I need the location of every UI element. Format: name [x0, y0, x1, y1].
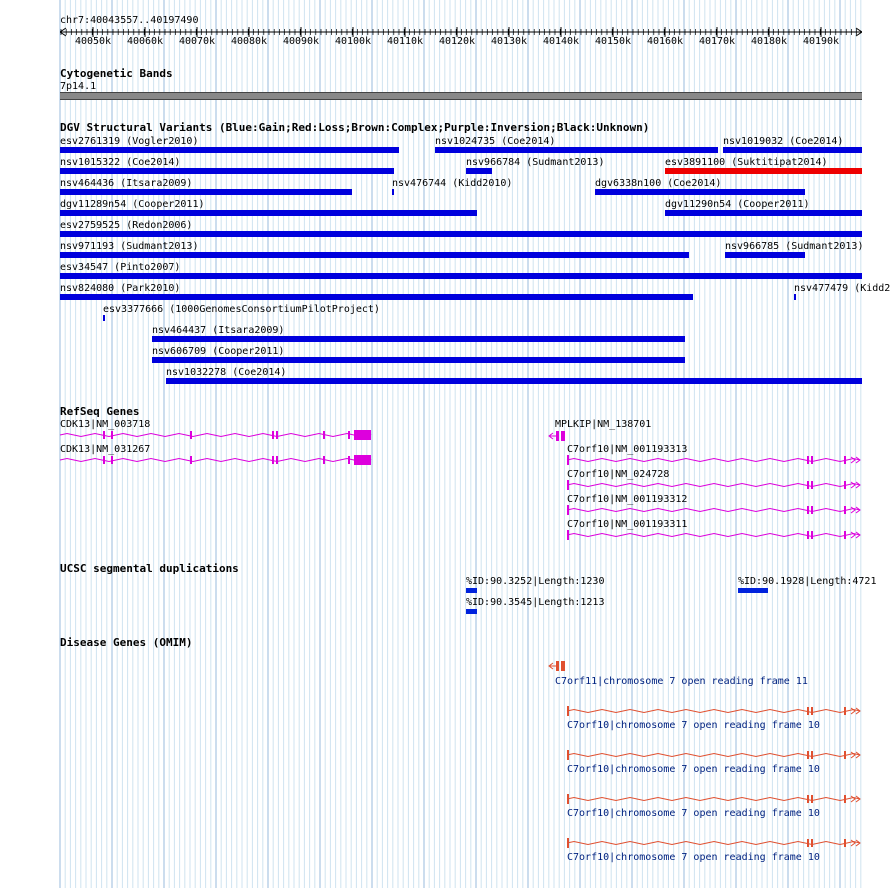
dgv-feature-label: dgv11290n54 (Cooper2011) [665, 199, 810, 210]
dgv-feature-bar[interactable] [794, 294, 796, 300]
dgv-feature-bar[interactable] [725, 252, 805, 258]
dgv-feature-bar[interactable] [665, 210, 862, 216]
dgv-feature-bar[interactable] [152, 336, 685, 342]
refseq-gene-model-c7orf10-2[interactable] [0, 478, 890, 492]
segdup-bar[interactable] [466, 609, 477, 614]
intron-line [567, 754, 860, 757]
exon-block [844, 531, 846, 539]
refseq-gene-model-c7orf10-4[interactable] [0, 528, 890, 542]
dgv-feature-bar[interactable] [166, 378, 862, 384]
dgv-feature-label: esv3891100 (Suktitipat2014) [665, 157, 828, 168]
ruler-tick-label: 40160k [646, 36, 684, 44]
omim-gene-label[interactable]: C7orf10|chromosome 7 open reading frame 10 [567, 764, 820, 775]
intron-line [567, 509, 860, 512]
omim-gene-model-c7orf10-4[interactable] [0, 836, 890, 850]
strand-arrow [851, 796, 855, 802]
exon-block [844, 707, 846, 715]
exon-block [807, 707, 809, 715]
refseq-gene-model-c7orf10-3[interactable] [0, 503, 890, 517]
ruler-tick-label: 40120k [438, 36, 476, 44]
dgv-feature-label: nsv1019032 (Coe2014) [723, 136, 844, 147]
exon-block [567, 706, 569, 716]
strand-arrow [851, 507, 855, 513]
cytoband-track-title: Cytogenetic Bands [60, 67, 173, 80]
dgv-feature-bar[interactable] [60, 210, 477, 216]
exon-block [561, 431, 565, 441]
dgv-feature-bar[interactable] [723, 147, 862, 153]
intron-line [567, 710, 860, 713]
ruler[interactable] [60, 24, 862, 44]
ruler-tick-label: 40170k [698, 36, 736, 44]
omim-gene-label[interactable]: C7orf10|chromosome 7 open reading frame 10 [567, 852, 820, 863]
dgv-feature-bar[interactable] [595, 189, 805, 195]
ruler-tick-label: 40090k [282, 36, 320, 44]
strand-arrow [851, 482, 855, 488]
exon-block [807, 456, 809, 464]
dgv-feature-label: nsv477479 (Kidd2 [794, 283, 890, 294]
dgv-feature-label: dgv6338n100 (Coe2014) [595, 178, 722, 189]
exon-block [567, 794, 569, 804]
omim-gene-label[interactable]: C7orf10|chromosome 7 open reading frame 10 [567, 808, 820, 819]
ruler-tick-label: 40140k [542, 36, 580, 44]
dgv-feature-bar[interactable] [60, 189, 352, 195]
strand-arrow [851, 840, 855, 846]
refseq-gene-model-c7orf10-1[interactable] [0, 453, 890, 467]
segdup-bar[interactable] [738, 588, 768, 593]
dgv-feature-label: nsv1024735 (Coe2014) [435, 136, 556, 147]
segdup-label: %ID:90.3252|Length:1230 [466, 576, 605, 587]
exon-block [807, 751, 809, 759]
segdup-bar[interactable] [466, 588, 477, 593]
exon-block [567, 480, 569, 490]
exon-block [561, 661, 565, 671]
exon-block [844, 795, 846, 803]
dgv-feature-label: esv3377666 (1000GenomesConsortiumPilotProject) [103, 304, 380, 315]
dgv-feature-label: nsv1032278 (Coe2014) [166, 367, 287, 378]
exon-block [567, 750, 569, 760]
exon-block [567, 530, 569, 540]
dgv-feature-bar[interactable] [60, 273, 862, 279]
dgv-feature-bar[interactable] [152, 357, 685, 363]
exon-block [807, 531, 809, 539]
segdup-label: %ID:90.1928|Length:4721 [738, 576, 877, 587]
exon-block [807, 839, 809, 847]
intron-line [567, 484, 860, 487]
dgv-feature-label: dgv11289n54 (Cooper2011) [60, 199, 205, 210]
strand-arrow [549, 433, 556, 439]
dgv-feature-label: esv2759525 (Redon2006) [60, 220, 193, 231]
strand-arrow [851, 708, 855, 714]
exon-block [556, 431, 559, 441]
refseq-gene-label: CDK13|NM_003718 [60, 419, 151, 430]
ruler-tick-label: 40060k [126, 36, 164, 44]
omim-gene-label[interactable]: C7orf10|chromosome 7 open reading frame 10 [567, 720, 820, 731]
exon-block [807, 481, 809, 489]
ruler-tick-label: 40180k [750, 36, 788, 44]
intron-line [567, 798, 860, 801]
intron-line [567, 459, 860, 462]
exon-block [811, 795, 813, 803]
segdup-label: %ID:90.3545|Length:1213 [466, 597, 605, 608]
exon-block [811, 839, 813, 847]
exon-block [556, 661, 559, 671]
intron-line [567, 534, 860, 537]
exon-block [844, 481, 846, 489]
dgv-feature-label: nsv464436 (Itsara2009) [60, 178, 193, 189]
strand-arrow [851, 532, 855, 538]
exon-block [811, 481, 813, 489]
refseq-gene-label: C7orf10|NM_001193311 [567, 519, 688, 530]
segdups-track-title: UCSC segmental duplications [60, 562, 239, 575]
dgv-feature-bar[interactable] [435, 147, 718, 153]
exon-block [844, 751, 846, 759]
refseq-gene-label: C7orf10|NM_024728 [567, 469, 670, 480]
exon-block [811, 707, 813, 715]
dgv-feature-bar[interactable] [60, 252, 689, 258]
dgv-feature-label: nsv824080 (Park2010) [60, 283, 181, 294]
dgv-feature-bar[interactable] [392, 189, 394, 195]
exon-block [567, 838, 569, 848]
omim-gene-model-c7orf10-2[interactable] [0, 748, 890, 762]
refseq-gene-label: MPLKIP|NM_138701 [555, 419, 652, 430]
ruler-tick-label: 40150k [594, 36, 632, 44]
dgv-track-title: DGV Structural Variants (Blue:Gain;Red:Loss;Brown:Complex;Purple:Inversion;Black:Unknown) [60, 121, 650, 134]
exon-block [567, 505, 569, 515]
dgv-feature-label: nsv971193 (Sudmant2013) [60, 241, 199, 252]
ruler-tick-label: 40100k [334, 36, 372, 44]
refseq-gene-label: C7orf10|NM_001193313 [567, 444, 688, 455]
exon-block [811, 456, 813, 464]
exon-block [811, 506, 813, 514]
ruler-tick-label: 40050k [74, 36, 112, 44]
dgv-feature-label: nsv966784 (Sudmant2013) [466, 157, 605, 168]
strand-arrow [851, 457, 855, 463]
omim-gene-label[interactable]: C7orf11|chromosome 7 open reading frame 11 [555, 676, 808, 687]
refseq-gene-model-mplkip[interactable] [0, 430, 890, 442]
exon-block [811, 531, 813, 539]
dgv-feature-label: nsv476744 (Kidd2010) [392, 178, 513, 189]
exon-block [567, 455, 569, 465]
exon-block [844, 839, 846, 847]
omim-gene-model-c7orf10-3[interactable] [0, 792, 890, 806]
position-label: chr7:40043557..40197490 [60, 15, 199, 26]
dgv-feature-bar[interactable] [60, 294, 693, 300]
dgv-feature-bar[interactable] [60, 231, 862, 237]
ruler-tick-label: 40130k [490, 36, 528, 44]
dgv-feature-label: nsv1015322 (Coe2014) [60, 157, 181, 168]
exon-block [844, 456, 846, 464]
ruler-tick-label: 40190k [802, 36, 840, 44]
omim-track-title: Disease Genes (OMIM) [60, 636, 193, 649]
strand-arrow [549, 663, 556, 669]
dgv-feature-label: nsv966785 (Sudmant2013) [725, 241, 864, 252]
dgv-feature-bar[interactable] [60, 147, 399, 153]
exon-block [807, 506, 809, 514]
exon-block [807, 795, 809, 803]
refseq-gene-label: C7orf10|NM_001193312 [567, 494, 688, 505]
dgv-feature-label: nsv606709 (Cooper2011) [152, 346, 285, 357]
strand-arrow [851, 752, 855, 758]
intron-line [567, 842, 860, 845]
omim-gene-model-c7orf10-1[interactable] [0, 704, 890, 718]
dgv-feature-bar[interactable] [103, 315, 105, 321]
cytoband-bar[interactable] [60, 92, 862, 100]
ruler-tick-label: 40070k [178, 36, 216, 44]
dgv-feature-bar[interactable] [60, 168, 394, 174]
omim-gene-model-c7orf11[interactable] [0, 660, 890, 672]
ruler-tick-label: 40080k [230, 36, 268, 44]
exon-block [844, 506, 846, 514]
dgv-feature-label: esv34547 (Pinto2007) [60, 262, 181, 273]
ruler-tick-label: 40110k [386, 36, 424, 44]
dgv-feature-bar[interactable] [665, 168, 862, 174]
dgv-feature-bar[interactable] [466, 168, 492, 174]
refseq-track-title: RefSeq Genes [60, 405, 140, 418]
exon-block [811, 751, 813, 759]
dgv-feature-label: nsv464437 (Itsara2009) [152, 325, 285, 336]
refseq-gene-label: CDK13|NM_031267 [60, 444, 151, 455]
dgv-feature-label: esv2761319 (Vogler2010) [60, 136, 199, 147]
cytoband-label: 7p14.1 [60, 81, 97, 92]
